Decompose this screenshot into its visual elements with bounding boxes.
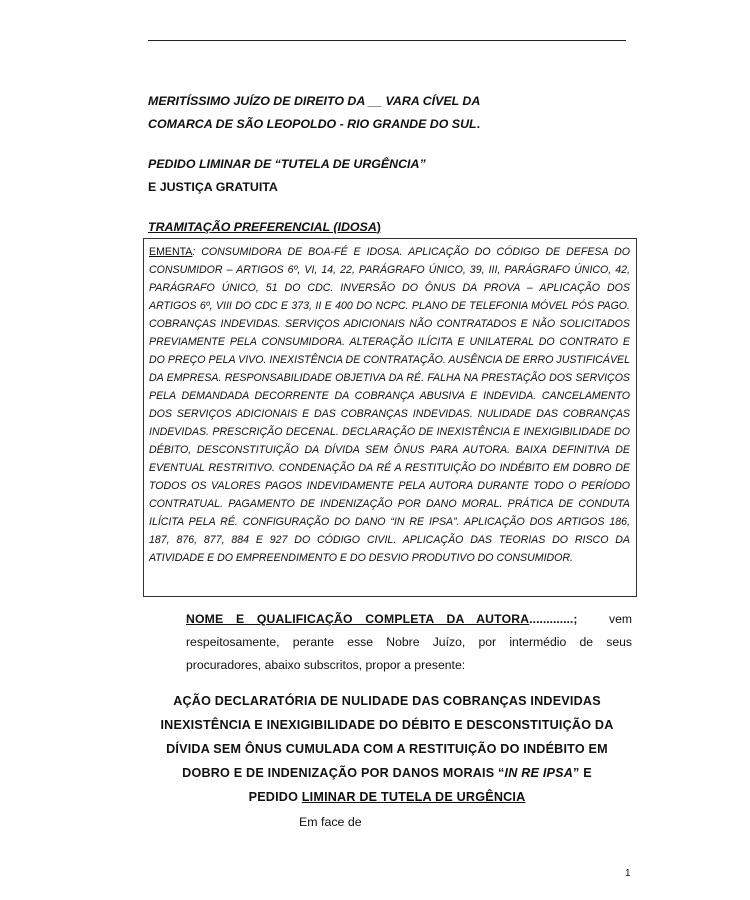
action-line-5a: PEDIDO [248,790,302,804]
action-title [140,689,634,809]
closing-text: Em face de [299,815,362,829]
qualification-line-1 [186,608,632,631]
urgent-relief: LIMINAR DE TUTELA DE URGÊNCIA [301,790,526,804]
plaintiff-dots: .............; [529,612,578,626]
action-line-4 [140,761,634,785]
action-line-4a: DOBRO E DE INDENIZAÇÃO POR DANOS MORAIS “ [182,766,505,780]
court-line-2-end: . [476,116,481,131]
request-title: PEDIDO LIMINAR DE “TUTELA DE URGÊNCIA” [148,157,426,171]
court-header [148,90,628,198]
in-re-ipsa: IN RE IPSA [504,766,574,780]
priority-text: TRAMITAÇÃO PREFERENCIAL (IDOSA [148,220,377,234]
ementa-text: : CONSUMIDORA DE BOA-FÉ E IDOSA. APLICAÇÃO DO CÓDIGO DE DEFESA DO CONSUMIDOR – ARTIGOS 6º, VI, 14, 22, PARÁGRAFO ÚNICO, 39, III, PARÁGRAFO ÚNICO, 42, PARÁGRAFO ÚNICO, 51 DO CDC. INVERSÃO DO ÔNUS DA PROVA – APLICAÇÃO DOS ARTIGOS 6º, VIII DO CDC E 373, II E 400 DO NCPC. PLANO DE TELEFONIA MÓVEL PÓS PAGO. COBRANÇAS INDEVIDAS. SERVIÇOS ADICIONAIS NÃO CONTRATADOS E NÃO SOLICITADOS PREVIAMENTE PELA CONSUMIDORA. ALTERAÇÃO ILÍCITA E UNILATERAL DO CONTRATO E DO PREÇO PELA VIVO. INEXISTÊNCIA DE CONTRATAÇÃO. AUSÊNCIA DE ERRO JUSTIFICÁVEL DA EMPRESA. RESPONSABILIDADE OBJETIVA DA RÉ. FALHA NA PRESTAÇÃO DOS SERVIÇOS PELA DEMANDADA DECORRENTE DA COBRANÇA ABUSIVA E INDEVIDA. CANCELAMENTO DOS SERVIÇOS ADICIONAIS E DAS COBRANÇAS INDEVIDAS. NULIDADE DAS COBRANÇAS INDEVIDAS. PRESCRIÇÃO DECENAL. DECLARAÇÃO DE INEXISTÊNCIA E INEXIGIBILIDADE DO DÉBITO, DESCONSTITUIÇÃO DA DÍVIDA SEM ÔNUS PARA AUTORA. BAIXA DEFINITIVA DE EVENTUAL RESTRITIVO. CONDENAÇÃO DA RÉ A RESTITUIÇÃO DO INDÉBITO EM DOBRO DE TODOS OS VALORES PAGOS INDEVIDAMENTE PELA AUTORA DURANTE TODO O PERÍODO CONTRATUAL. PAGAMENTO DE INDENIZAÇÃO POR DANO MORAL. PRÁTICA DE CONDUTA ILÍCITA PELA RÉ. CONFIGURAÇÃO DO DANO “IN RE IPSA”. APLICAÇÃO DOS ARTIGOS 186, 187, 876, 877, 884 E 927 DO CÓDIGO CIVIL. APLICAÇÃO DAS TEORIAS DO RISCO DA ATIVIDADE E DO EMPREENDIMENTO E DO DESVIO PRODUTIVO DO CONSUMIDOR. [149,246,630,564]
action-line-4c: ” E [573,766,592,780]
action-line-2: INEXISTÊNCIA E INEXIGIBILIDADE DO DÉBITO E DESCONSTITUIÇÃO DA [160,718,614,732]
court-line-2 [148,113,628,136]
page-number: 1 [625,868,631,879]
qualification-line-3: procuradores, abaixo subscritos, propor a presente: [186,658,466,672]
court-line-2-text: COMARCA DE SÃO LEOPOLDO - RIO GRANDE DO SUL [148,116,477,131]
qualification-paragraph [186,608,632,677]
justice-title: E JUSTIÇA GRATUITA [148,179,278,194]
priority-heading [148,220,381,234]
court-line-1: MERITÍSSIMO JUÍZO DE DIREITO DA __ VARA CÍVEL DA [148,94,481,108]
ementa-label: EMENTA [149,246,193,258]
qualification-verb: vem [608,612,632,626]
top-rule [148,40,626,41]
action-line-1: AÇÃO DECLARATÓRIA DE NULIDADE DAS COBRANÇAS INDEVIDAS [173,694,601,708]
action-line-5 [140,785,634,809]
ementa-box [143,238,637,597]
qualification-line-2: respeitosamente, perante esse Nobre Juízo, por intermédio de seus [186,635,632,649]
action-line-3: DÍVIDA SEM ÔNUS CUMULADA COM A RESTITUIÇÃO DO INDÉBITO EM [166,742,608,756]
plaintiff-name-placeholder: NOME E QUALIFICAÇÃO COMPLETA DA AUTORA [186,612,530,626]
priority-close: ) [376,220,381,234]
qualification-name-group [186,608,577,631]
